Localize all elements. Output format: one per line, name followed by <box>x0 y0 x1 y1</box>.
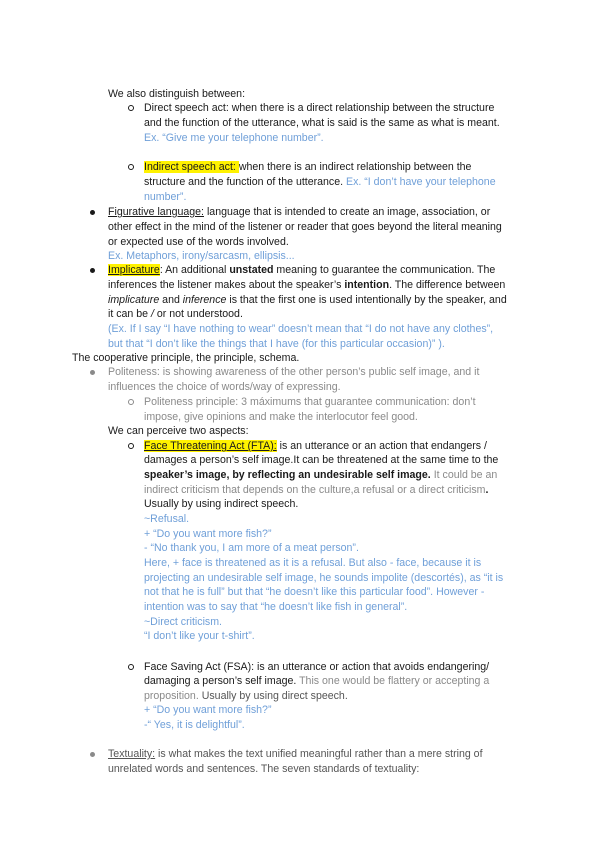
fsa-example-1: + “Do you want more fish?” <box>144 704 272 716</box>
fta-line-5: Usually by using indirect speech. <box>144 498 299 510</box>
implicature-example-1: (Ex. If I say “I have nothing to wear” doesn’t mean that “I do not have any clothes”, <box>108 323 494 335</box>
direct-line-2: and the function of the utterance, what is said is the same as what is meant. <box>144 117 500 129</box>
fta-example-5: projecting an undesirable self image, he sounds impolite (descortés), as “it is <box>144 572 504 584</box>
fsa-line-3: proposition. Usually by using direct speech. <box>144 690 348 702</box>
indirect-line-1: Indirect speech act: when there is an indirect relationship between the <box>144 161 472 173</box>
textuality-term: Textuality: <box>108 748 156 760</box>
indirect-line-2: structure and the function of the utterance. Ex. “I don’t have your telephone <box>144 176 496 188</box>
hollow-bullet-icon <box>128 399 134 405</box>
fta-example-9: “I don’t like your t-shirt”. <box>144 630 255 642</box>
cooperative-line: The cooperative principle, the principle, schema. <box>72 352 300 364</box>
fsa-example-2: -“ Yes, it is delightful”. <box>144 719 245 731</box>
hollow-bullet-icon <box>128 164 134 170</box>
fsa-line-2: damaging a person’s self image. This one would be flattery or accepting a <box>144 675 490 687</box>
figurative-example: Ex. Metaphors, irony/sarcasm, ellipsis... <box>108 250 295 262</box>
fta-line-2: damages a person’s self image.It can be threatened at the same time to the <box>144 454 499 466</box>
fta-example-4: Here, + face is threatened as it is a refusal. But also - face, because it is <box>144 557 482 569</box>
implicature-example-2: but that “I don’t like the things that I have (for this particular occasion)” ). <box>108 338 445 350</box>
bullet-icon <box>90 210 95 215</box>
indirect-term: Indirect speech act: <box>144 161 239 173</box>
textuality-line-1: Textuality: is what makes the text unified meaningful rather than a mere string of <box>108 748 483 760</box>
fta-example-7: intention was to say that “he doesn’t like fish in general”. <box>144 601 408 613</box>
implicature-line-4: it can be / or not understood. <box>108 308 243 320</box>
fta-example-1: ~Refusal. <box>144 513 190 525</box>
figurative-line-3: or expected use of the words involved. <box>108 236 289 248</box>
bullet-icon <box>90 370 95 375</box>
fta-line-3: speaker’s image, by reflecting an undesirable self image. It could be an <box>144 469 498 481</box>
aspects-line: We can perceive two aspects: <box>108 425 249 437</box>
fta-example-6: not that he is full” but that “he doesn’t like this particular food”. However - <box>144 586 485 598</box>
direct-example: Ex. “Give me your telephone number”. <box>144 132 324 144</box>
figurative-term: Figurative language: <box>108 206 204 218</box>
fta-line-4: indirect criticism that depends on the culture,a refusal or a direct criticism. <box>144 484 489 496</box>
politeness-principle-2: impose, give opinions and make the interlocutor feel good. <box>144 411 418 423</box>
textuality-line-2: unrelated words and sentences. The seven standards of textuality: <box>108 763 420 775</box>
hollow-bullet-icon <box>128 443 134 449</box>
fta-example-8: ~Direct criticism. <box>144 616 222 628</box>
fta-line-1: Face Threatening Act (FTA): is an utterance or an action that endangers / <box>144 440 487 452</box>
fsa-line-1: Face Saving Act (FSA): is an utterance or action that avoids endangering/ <box>144 661 490 673</box>
bullet-icon <box>90 752 95 757</box>
implicature-term: Implicature <box>108 264 160 276</box>
hollow-bullet-icon <box>128 105 134 111</box>
fta-term: Face Threatening Act (FTA): <box>144 440 277 452</box>
hollow-bullet-icon <box>128 664 134 670</box>
politeness-line-2: influences the choice of words/way of expressing. <box>108 381 341 393</box>
direct-line-1: Direct speech act: when there is a direct relationship between the structure <box>144 102 495 114</box>
bullet-icon <box>90 268 95 273</box>
fta-example-2: + “Do you want more fish?” <box>144 528 272 540</box>
implicature-line-2: inferences the listener makes about the speaker’s intention. The difference between <box>108 279 506 291</box>
politeness-line-1: Politeness: is showing awareness of the other person’s public self image, and it <box>108 366 480 378</box>
politeness-principle-1: Politeness principle: 3 máximums that guarantee communication: don’t <box>144 396 476 408</box>
intro-line: We also distinguish between: <box>108 88 246 100</box>
indirect-line-3: number”. <box>144 191 187 203</box>
figurative-line-1: Figurative language: language that is intended to create an image, association, or <box>108 206 491 218</box>
figurative-line-2: other effect in the mind of the listener or reader that goes beyond the literal meaning <box>108 221 502 233</box>
fta-example-3: - “No thank you, I am more of a meat person”. <box>144 542 359 554</box>
implicature-line-1: Implicature: An additional unstated meaning to guarantee the communication. The <box>108 264 496 276</box>
implicature-line-3: implicature and inference is that the first one is used intentionally by the speaker, and <box>108 294 507 306</box>
